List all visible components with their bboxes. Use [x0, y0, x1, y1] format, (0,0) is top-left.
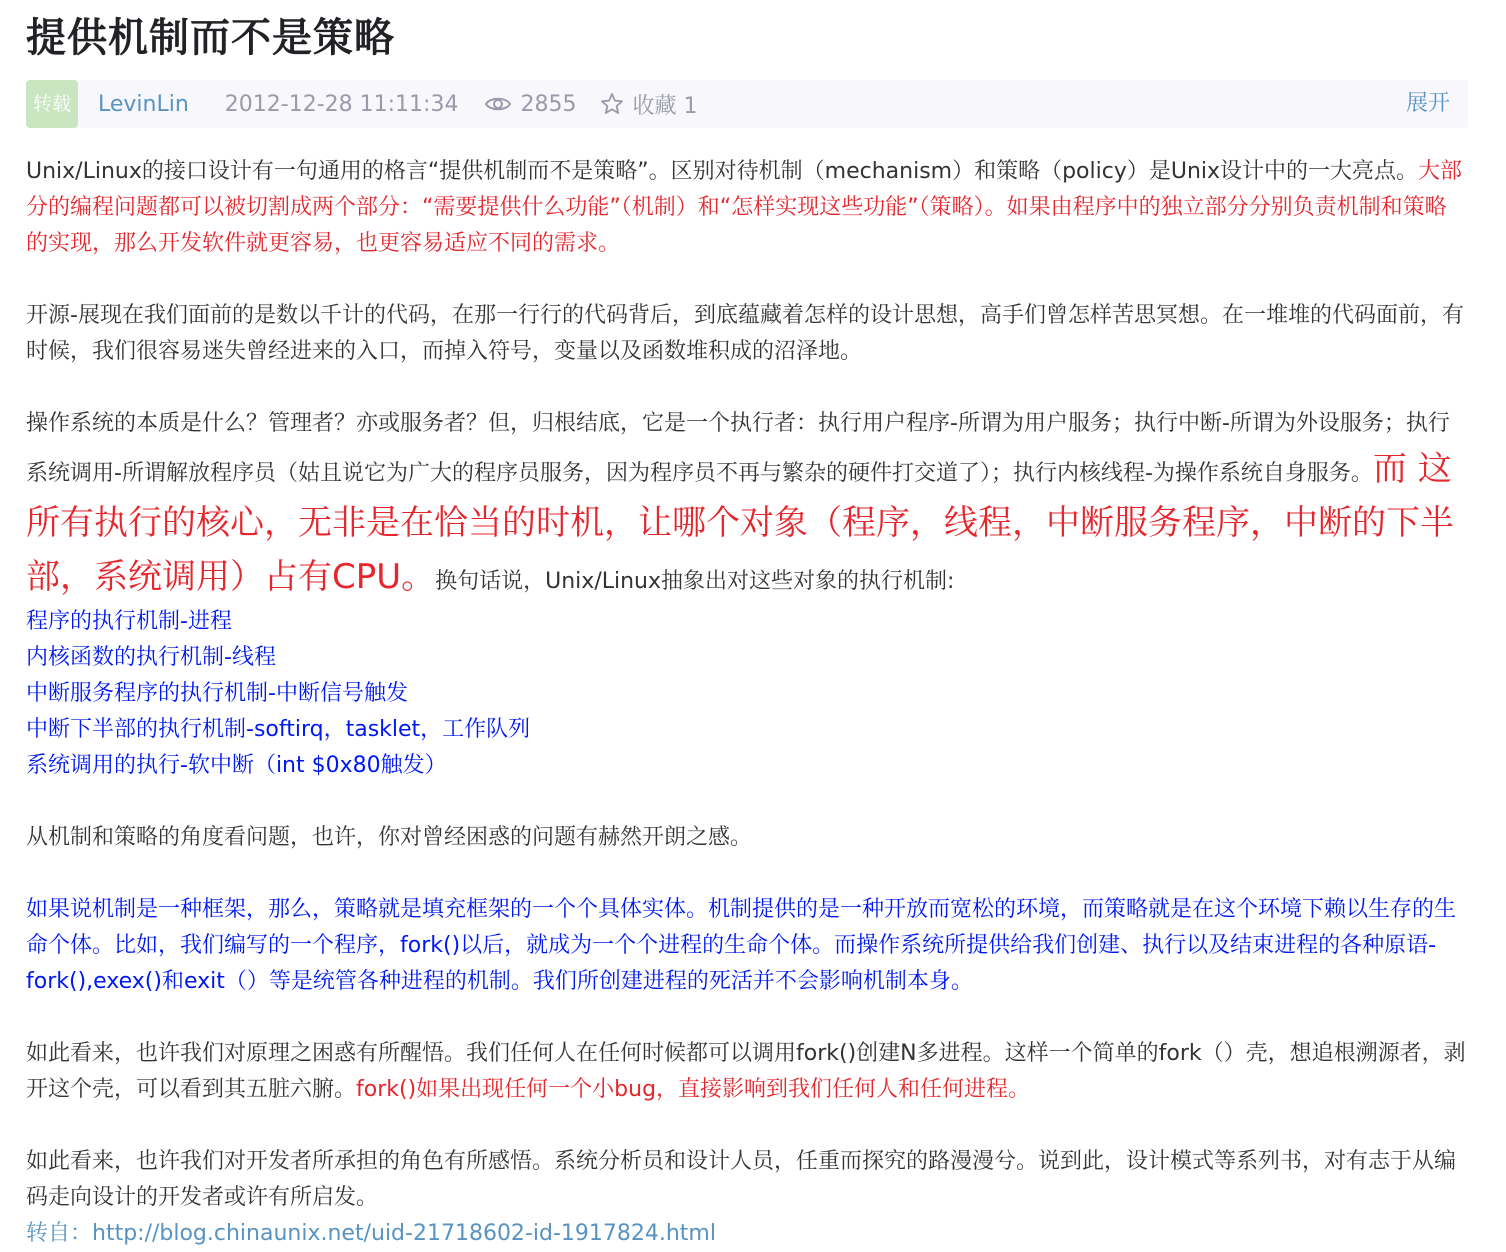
source-link[interactable]: 转自：http://blog.chinaunix.net/uid-21718602-id-1917824.html [26, 1221, 716, 1246]
paragraph-1-text: Unix/Linux的接口设计有一句通用的格言“提供机制而不是策略”。区别对待机制（mechanism）和策略（policy）是Unix设计中的一大亮点。 [26, 159, 1419, 184]
star-icon [600, 92, 624, 116]
publish-datetime: 2012-12-28 11:11:34 [224, 91, 459, 117]
repost-badge: 转载 [26, 80, 78, 128]
expand-button[interactable]: 展开 [1405, 91, 1450, 116]
mechanism-item: 中断下半部的执行机制-softirq，tasklet，工作队列 [26, 717, 531, 742]
favorite-label: 收藏 1 [632, 93, 698, 119]
mechanism-item: 内核函数的执行机制-线程 [26, 645, 276, 670]
favorite-button[interactable] [600, 89, 697, 120]
paragraph-3-text: 操作系统的本质是什么？管理者？亦或服务者？但，归根结底，它是一个执行者：执行用户程序-所谓为用户服务；执行中断-所谓为外设服务；执行 系统调用-所谓解放程序员（姑且说它为广大的程序员服务，因为程序员不再与繁杂的硬件打交道了）；执行内核线程-为操作系统自身服务。 [26, 411, 1450, 486]
view-count-value: 2855 [520, 91, 577, 117]
paragraph-5: 如果说机制是一种框架，那么，策略就是填充框架的一个个具体实体。机制提供的是一种开放而宽松的环境，而策略就是在这个环境下赖以生存的生命个体。比如，我们编写的一个程序，fork()以后，就成为一个个进程的生命个体。而操作系统所提供给我们创建、执行以及结束进程的各种原语-fork(),exex()和exit（）等是统管各种进程的机制。我们所创建进程的死活并不会影响机制本身。 [26, 897, 1457, 994]
article-body [26, 154, 1468, 1252]
eye-icon [484, 94, 512, 114]
paragraph-3-emphasis: 而 这所有执行的核心，无非是在恰当的时机，让哪个对象（程序，线程，中断服务程序，中断的下半部，系统调用）占有CPU。 [26, 449, 1454, 597]
paragraph-3-tail: 换句话说，Unix/Linux抽象出对这些对象的执行机制: [435, 569, 955, 594]
mechanism-item: 中断服务程序的执行机制-中断信号触发 [26, 681, 408, 706]
view-count [484, 92, 576, 117]
article-page [26, 0, 1468, 1252]
paragraph-1-highlight: 大部分的编程问题都可以被切割成两个部分：“需要提供什么功能”（机制）和“怎样实现这些功能”（策略）。如果由程序中的独立部分分别负责机制和策略的实现，那么开发软件就更容易，也更容易适应不同的需求。 [26, 159, 1463, 256]
paragraph-3 [26, 406, 1468, 604]
author-link[interactable]: LevinLin [98, 91, 189, 117]
mechanism-item: 程序的执行机制-进程 [26, 609, 232, 634]
mechanism-item: 系统调用的执行-软中断（int $0x80触发） [26, 753, 447, 778]
article-meta-bar [26, 80, 1468, 128]
paragraph-7: 如此看来，也许我们对开发者所承担的角色有所感悟。系统分析员和设计人员，任重而探究的路漫漫兮。说到此，设计模式等系列书，对有志于从编码走向设计的开发者或许有所启发。 [26, 1149, 1457, 1210]
paragraph-1 [26, 154, 1468, 262]
paragraph-6-text: 如此看来，也许我们对原理之困惑有所醒悟。我们任何人在任何时候都可以调用fork()创建N多进程。这样一个简单的fork（）壳，想追根溯源者，剥开这个壳，可以看到其五脏六腑。 [26, 1041, 1466, 1102]
paragraph-6-highlight: fork()如果出现任何一个小bug，直接影响到我们任何人和任何进程。 [356, 1077, 1031, 1102]
paragraph-4: 从机制和策略的角度看问题，也许，你对曾经困惑的问题有赫然开朗之感。 [26, 825, 753, 850]
paragraph-6 [26, 1036, 1468, 1108]
article-title: 提供机制而不是策略 [26, 15, 395, 61]
paragraph-2: 开源-展现在我们面前的是数以千计的代码，在那一行行的代码背后，到底蕴藏着怎样的设计思想，高手们曾怎样苦思冥想。在一堆堆的代码面前，有时候，我们很容易迷失曾经进来的入口，而掉入符号，变量以及函数堆积成的沼泽地。 [26, 303, 1464, 364]
